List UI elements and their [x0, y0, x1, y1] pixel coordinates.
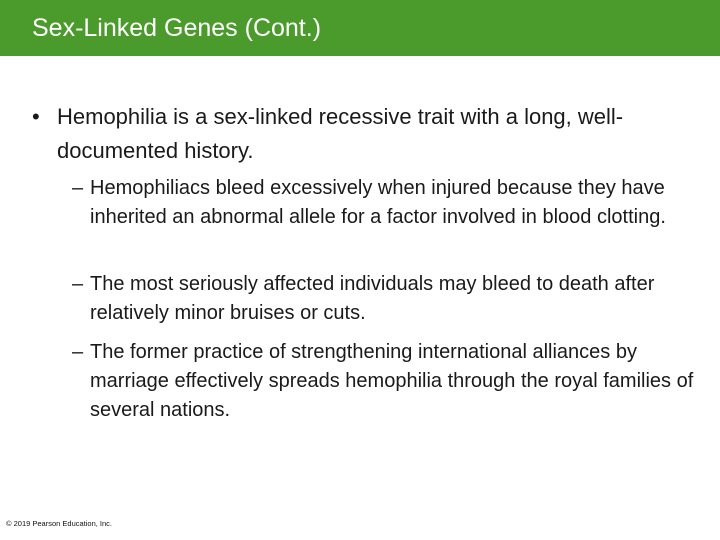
bullet-marker: •: [32, 104, 40, 129]
subbullet-marker: –: [72, 341, 84, 363]
subbullet-3: [72, 338, 704, 425]
subbullet-marker: –: [72, 177, 84, 199]
subbullet-2-text: The most seriously affected individuals may bleed to death after relatively minor bruises or cuts.: [90, 273, 655, 324]
bullet-1-text: Hemophilia is a sex-linked recessive trait with a long, well-documented history.: [57, 104, 624, 163]
subbullet-marker: –: [72, 273, 84, 295]
bullet-1: [32, 100, 672, 168]
subbullet-2: [72, 270, 704, 328]
copyright-notice: © 2019 Pearson Education, Inc.: [6, 519, 113, 528]
subbullet-3-text: The former practice of strengthening international alliances by marriage effectively spreads hemophilia through the royal families of several nations.: [90, 341, 694, 421]
subbullet-1-text: Hemophiliacs bleed excessively when injured because they have inherited an abnormal allele for a factor involved in blood clotting.: [90, 177, 666, 228]
subbullet-1: [72, 174, 704, 232]
slide-title: Sex-Linked Genes (Cont.): [32, 14, 322, 42]
